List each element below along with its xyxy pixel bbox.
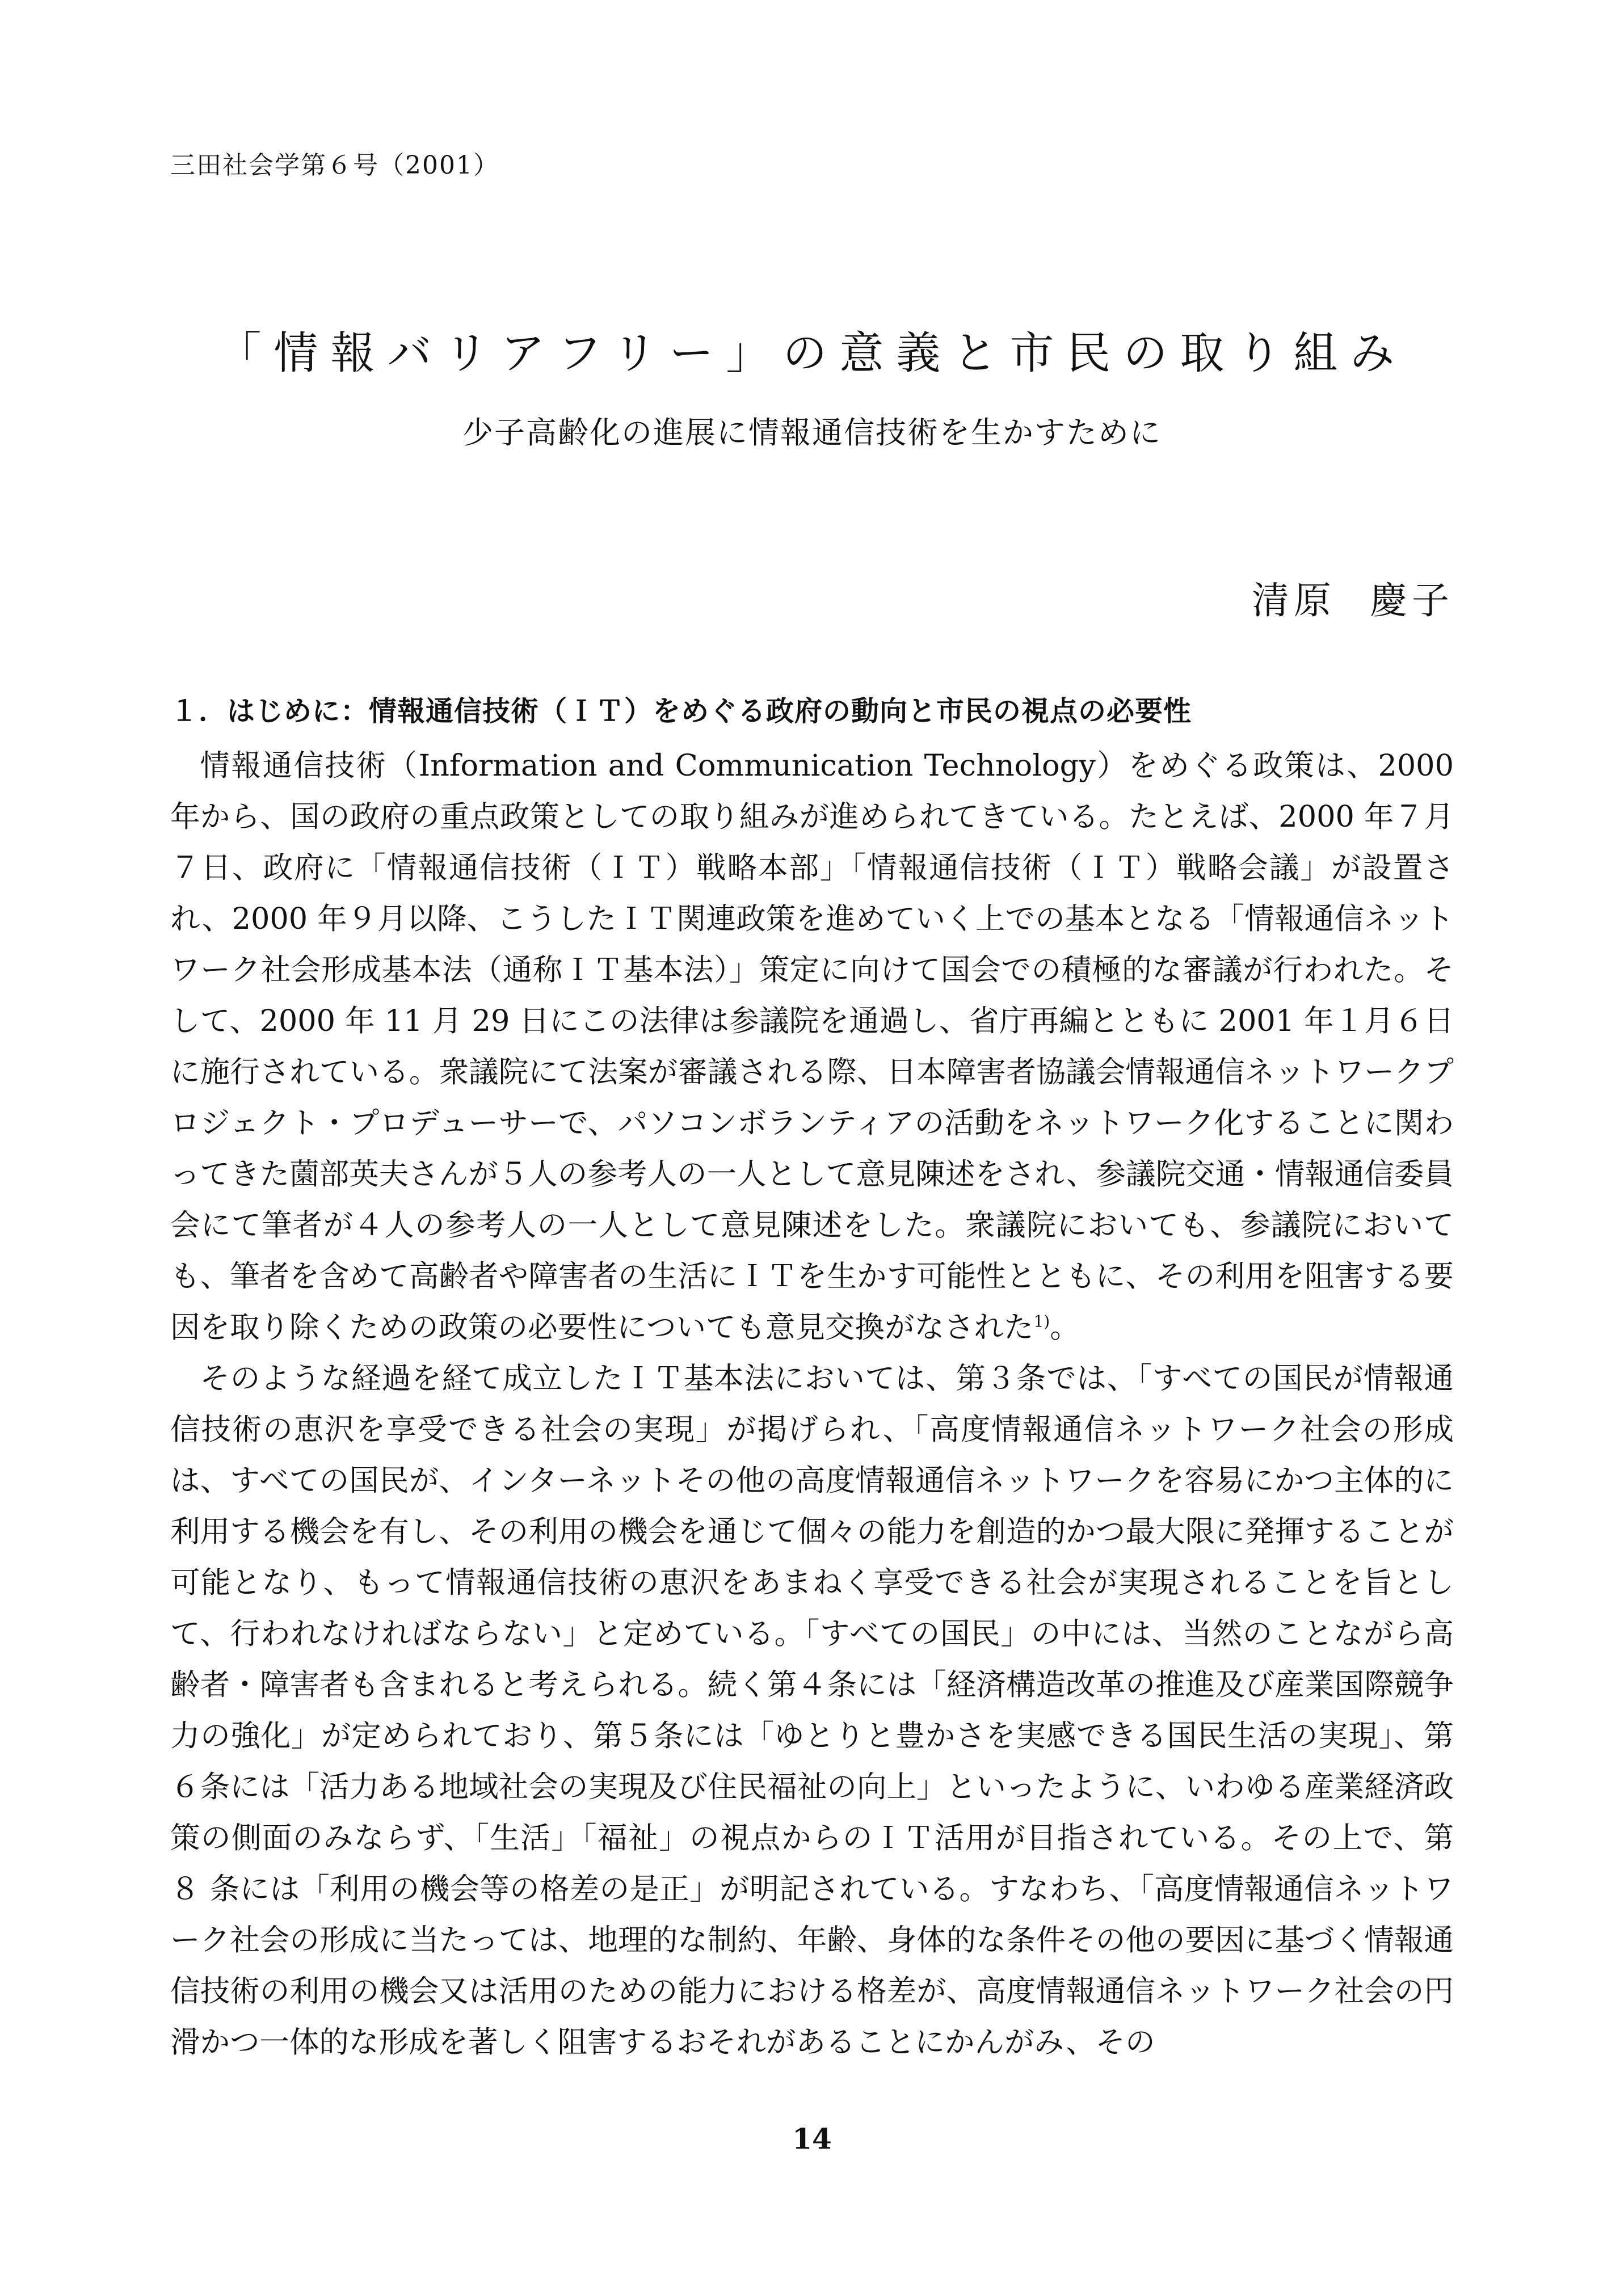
paragraph-text: そのような経過を経て成立したＩＴ基本法においては、第３条では、「すべての国民が情報通信技術の恵沢を享受できる社会の実現」が掲げられ、「高度情報通信ネットワーク社会の形成は、すべての国民が、インターネットその他の高度情報通信ネットワークを容易にかつ主体的に利用する機会を有し、その利用の機会を通じて個々の能力を創造的かつ最大限に発揮することが可能となり、もって情報通信技術の恵沢をあまねく享受できる社会が実現されることを旨として、行われなければならない」と定めている。「すべての国民」の中には、当然のことながら高齢者・障害者も含まれると考えられる。続く第４条には「経済構造改革の推進及び産業国際競争力の強化」が定められており、第５条には「ゆとりと豊かさを実感できる国民生活の実現」、第６条には「活力ある地域社会の実現及び住民福祉の向上」といったように、いわゆる産業経済政策の側面のみならず、「生活」「福祉」の視点からのＩＴ活用が目指されている。その上で、第 ８ 条には「利用の機会等の格差の是正」が明記されている。すなわち、「高度情報通信ネットワーク社会の形成に当たっては、地理的な制約、年齢、身体的な条件その他の要因に基づく情報通信技術の利用の機会又は活用のための能力における格差が、高度情報通信ネットワーク社会の円滑かつ一体的な形成を著しく阻害するおそれがあることにかんがみ、その bbox=[170, 1361, 1454, 2060]
journal-header: 三田社会学第６号（2001） bbox=[170, 151, 499, 180]
section-heading: １．はじめに：情報通信技術（ＩＴ）をめぐる政府の動向と市民の視点の必要性 bbox=[170, 695, 1192, 727]
author-given-name: 慶子 bbox=[1370, 579, 1454, 622]
article-body bbox=[170, 740, 1454, 2068]
article-title: 「情報バリアフリー」の意義と市民の取り組み bbox=[217, 328, 1407, 379]
page-number: 14 bbox=[792, 2122, 832, 2155]
paragraph bbox=[170, 740, 1454, 1353]
author-family-name: 清原 bbox=[1252, 579, 1336, 622]
article-subtitle: 少子高齢化の進展に情報通信技術を生かすために bbox=[462, 415, 1162, 450]
paragraph bbox=[170, 1353, 1454, 2068]
footnote-ref[interactable]: 1) bbox=[1033, 1312, 1050, 1331]
author-name bbox=[1252, 570, 1454, 624]
paragraph-text: 情報通信技術（Information and Communication Technology）をめぐる政策は、2000 年から、国の政府の重点政策としての取り組みが進められてきている。たとえば、2000 年７月７日、政府に「情報通信技術（ＩＴ）戦略本部」「情報通信技術（ＩＴ）戦略会議」が設置され、2000 年９月以降、こうしたＩＴ関連政策を進めていく上での基本となる「情報通信ネットワーク社会形成基本法（通称ＩＴ基本法）」策定に向けて国会での積極的な審議が行われた。そして、2000 年 11 月 29 日にこの法律は参議院を通過し、省庁再編とともに 2001 年１月６日に施行されている。衆議院にて法案が審議される際、日本障害者協議会情報通信ネットワークプロジェクト・プロデューサーで、パソコンボランティアの活動をネットワーク化することに関わってきた薗部英夫さんが５人の参考人の一人として意見陳述をされ、参議院交通・情報通信委員会にて筆者が４人の参考人の一人として意見陳述をした。衆議院においても、参議院においても、筆者を含めて高齢者や障害者の生活にＩＴを生かす可能性とともに、その利用を阻害する要因を取り除くための政策の必要性についても意見交換がなされた bbox=[170, 748, 1454, 1345]
paragraph-end: 。 bbox=[1050, 1310, 1080, 1345]
